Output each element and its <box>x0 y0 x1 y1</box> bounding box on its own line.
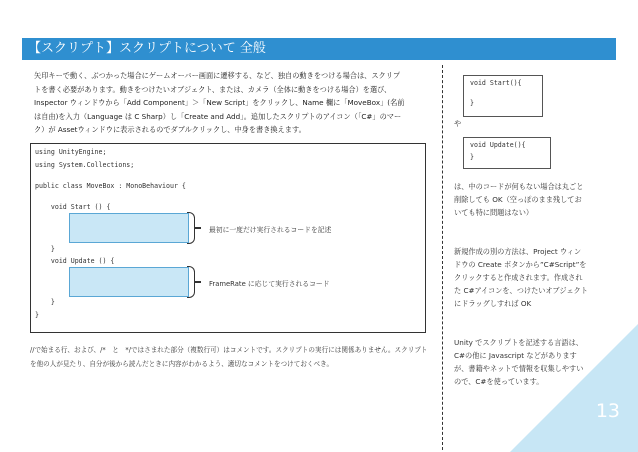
sidebar-line: いても特に問題はない） <box>454 208 534 217</box>
column-divider <box>442 65 443 450</box>
intro-line: 矢印キーで動く、ぶつかった場合にゲームオーバー画面に遷移する、など、独自の動きをつける場合は、スクリプ <box>34 71 401 80</box>
sidebar-line: 新規作成の別の方法は、Project ウィン <box>454 247 582 256</box>
code-line: } <box>35 298 55 306</box>
update-brace-tip <box>195 281 201 283</box>
start-brace-tip <box>195 227 201 229</box>
code-line: } <box>35 245 55 253</box>
note-line: //で始まる行、および、/* と */ではさまれた部分（複数行可）はコメントです。スクリプトの実行には関係ありません。スクリプト <box>30 346 428 354</box>
snippet-line: void Start(){ <box>470 79 522 87</box>
code-line: using UnityEngine; <box>35 148 107 156</box>
snippet-line: } <box>470 153 474 161</box>
sidebar-line: は、中のコードが何もない場合は丸ごと <box>454 182 584 191</box>
note-line: を他の人が見たり、自分が後から読んだときに内容がわかるよう、適切なコメントをつけておくべき。 <box>30 360 334 368</box>
snippet-line: } <box>470 99 474 107</box>
update-snippet <box>463 137 551 169</box>
sidebar-paragraph-2 <box>454 245 626 310</box>
code-line: void Start () { <box>35 203 111 211</box>
sidebar-line: ので、C#を使っています。 <box>454 377 544 386</box>
start-annotation: 最初に一度だけ実行されるコードを記述 <box>209 226 332 234</box>
start-snippet <box>463 75 543 117</box>
start-code-area <box>69 213 189 243</box>
code-line: public class MoveBox : MonoBehaviour { <box>35 182 186 190</box>
intro-line: Inspector ウィンドウから「Add Component」＞「New Script」をクリックし、Name 欄に「MoveBox」(名前 <box>34 98 405 108</box>
comment-note <box>30 343 428 371</box>
update-annotation: FrameRate に応じて実行されるコード <box>209 280 330 288</box>
intro-text <box>34 69 420 137</box>
snippet-line: void Update(){ <box>470 141 526 149</box>
start-brace <box>187 212 195 244</box>
or-text: や <box>454 119 462 128</box>
code-line: using System.Collections; <box>35 161 135 169</box>
code-line: void Update () { <box>35 257 115 265</box>
intro-line: ク）が Assetウィンドウに表示されるのでダブルクリックし、中身を書き換えます。 <box>34 125 306 135</box>
sidebar-paragraph-1 <box>454 180 626 219</box>
intro-line: トを書く必要があります。動きをつけたいオブジェクト、または、カメラ（全体に動きをつける場合）を選び、 <box>34 84 392 94</box>
sidebar-line: が、書籍やネットで情報を収集しやすい <box>454 364 584 373</box>
page-title: 【スクリプト】スクリプトについて 全般 <box>22 38 616 60</box>
sidebar-line: にドラッグしすれば OK <box>454 299 532 308</box>
sidebar-paragraph-3 <box>454 336 626 388</box>
code-line: } <box>35 311 39 319</box>
update-brace <box>187 266 195 298</box>
sidebar-line: C#の他に Javascript などがあります <box>454 351 577 360</box>
sidebar-line: た C#アイコンを、つけたいオブジェクト <box>454 286 588 295</box>
intro-line: は自由)を入力（Language は C Sharp）し「Create and Add」。追加したスクリプトのアイコン（「C#」のマー <box>34 111 402 121</box>
update-code-area <box>69 267 189 297</box>
sidebar-line: Unity でスクリプトを記述する言語は、 <box>454 338 583 347</box>
code-example-box <box>30 143 426 333</box>
sidebar-line: 削除しても OK（空っぽのまま残してお <box>454 195 582 204</box>
sidebar-line: ドウの Create ボタンから”C#Script”を <box>454 260 587 269</box>
sidebar-line: クリックすると作成されます。作成され <box>454 273 583 282</box>
page-number: 13 <box>595 400 620 422</box>
